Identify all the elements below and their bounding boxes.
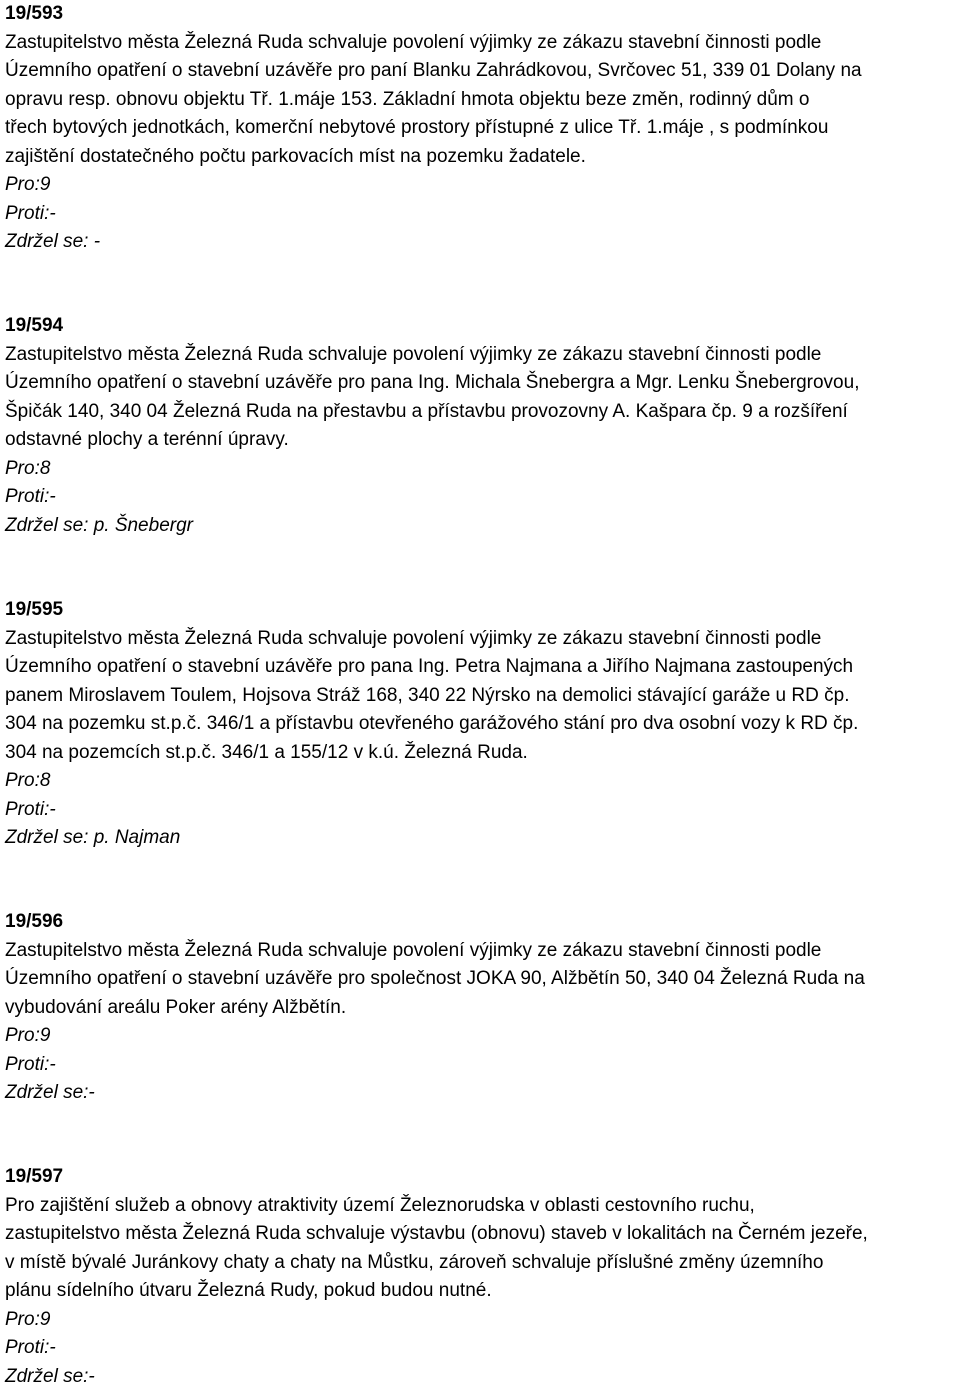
resolution-text-line: třech bytových jednotkách, komerční nebytové prostory přístupné z ulice Tř. 1.máje , s podmínkou (5, 114, 955, 143)
resolution-19-594 (5, 312, 955, 540)
resolution-19-595 (5, 596, 955, 853)
resolution-text-line: odstavné plochy a terénní úpravy. (5, 426, 955, 455)
resolution-text-line: zastupitelstvo města Železná Ruda schvaluje výstavbu (obnovu) staveb v lokalitách na Černém jezeře, (5, 1220, 955, 1249)
vote-for: Pro:9 (5, 171, 955, 200)
vote-against: Proti:- (5, 796, 955, 825)
resolution-text-line: Územního opatření o stavební uzávěře pro pana Ing. Michala Šnebergra a Mgr. Lenku Šnebergrovou, (5, 369, 955, 398)
resolution-text-line: 304 na pozemku st.p.č. 346/1 a přístavbu otevřeného garážového stání pro dva osobní vozy k RD čp. (5, 710, 955, 739)
vote-for: Pro:9 (5, 1306, 955, 1335)
resolution-text-line: 304 na pozemcích st.p.č. 346/1 a 155/12 v k.ú. Železná Ruda. (5, 739, 955, 768)
resolution-text-line: opravu resp. obnovu objektu Tř. 1.máje 153. Základní hmota objektu beze změn, rodinný dům o (5, 86, 955, 115)
vote-for: Pro:9 (5, 1022, 955, 1051)
resolution-text-line: Zastupitelstvo města Železná Ruda schvaluje povolení výjimky ze zákazu stavební činnosti podle (5, 29, 955, 58)
resolution-19-597 (5, 1163, 955, 1391)
resolution-number: 19/596 (5, 908, 955, 937)
resolution-text-line: Zastupitelstvo města Železná Ruda schvaluje povolení výjimky ze zákazu stavební činnosti podle (5, 625, 955, 654)
vote-abstain: Zdržel se:- (5, 1079, 955, 1108)
resolution-number: 19/595 (5, 596, 955, 625)
vote-abstain: Zdržel se: p. Najman (5, 824, 955, 853)
resolution-text-line: panem Miroslavem Toulem, Hojsova Stráž 168, 340 22 Nýrsko na demolici stávající garáže u RD čp. (5, 682, 955, 711)
resolution-text-line: Pro zajištění služeb a obnovy atraktivity území Železnorudska v oblasti cestovního ruchu, (5, 1192, 955, 1221)
resolution-text-line: Územního opatření o stavební uzávěře pro pana Ing. Petra Najmana a Jiřího Najmana zastoupených (5, 653, 955, 682)
resolution-text-line: Zastupitelstvo města Železná Ruda schvaluje povolení výjimky ze zákazu stavební činnosti podle (5, 341, 955, 370)
vote-against: Proti:- (5, 200, 955, 229)
resolution-text-line: Územního opatření o stavební uzávěře pro společnost JOKA 90, Alžbětín 50, 340 04 Železná Ruda na (5, 965, 955, 994)
vote-for: Pro:8 (5, 455, 955, 484)
resolution-text-line: Územního opatření o stavební uzávěře pro paní Blanku Zahrádkovou, Svrčovec 51, 339 01 Dolany na (5, 57, 955, 86)
resolution-text-line: Špičák 140, 340 04 Železná Ruda na přestavbu a přístavbu provozovny A. Kašpara čp. 9 a rozšíření (5, 398, 955, 427)
resolution-number: 19/597 (5, 1163, 955, 1192)
vote-against: Proti:- (5, 1334, 955, 1363)
resolution-text-line: Zastupitelstvo města Železná Ruda schvaluje povolení výjimky ze zákazu stavební činnosti podle (5, 937, 955, 966)
vote-abstain: Zdržel se: - (5, 228, 955, 257)
resolution-text-line: vybudování areálu Poker arény Alžbětín. (5, 994, 955, 1023)
resolution-number: 19/594 (5, 312, 955, 341)
resolution-number: 19/593 (5, 0, 955, 29)
resolution-text-line: plánu sídelního útvaru Železná Rudy, pokud budou nutné. (5, 1277, 955, 1306)
resolution-19-596 (5, 908, 955, 1108)
resolution-text-line: v místě bývalé Juránkovy chaty a chaty na Můstku, zároveň schvaluje příslušné změny územního (5, 1249, 955, 1278)
vote-for: Pro:8 (5, 767, 955, 796)
vote-against: Proti:- (5, 483, 955, 512)
vote-abstain: Zdržel se:- (5, 1363, 955, 1391)
vote-against: Proti:- (5, 1051, 955, 1080)
vote-abstain: Zdržel se: p. Šnebergr (5, 512, 955, 541)
resolution-19-593 (5, 0, 955, 257)
resolution-text-line: zajištění dostatečného počtu parkovacích míst na pozemku žadatele. (5, 143, 955, 172)
